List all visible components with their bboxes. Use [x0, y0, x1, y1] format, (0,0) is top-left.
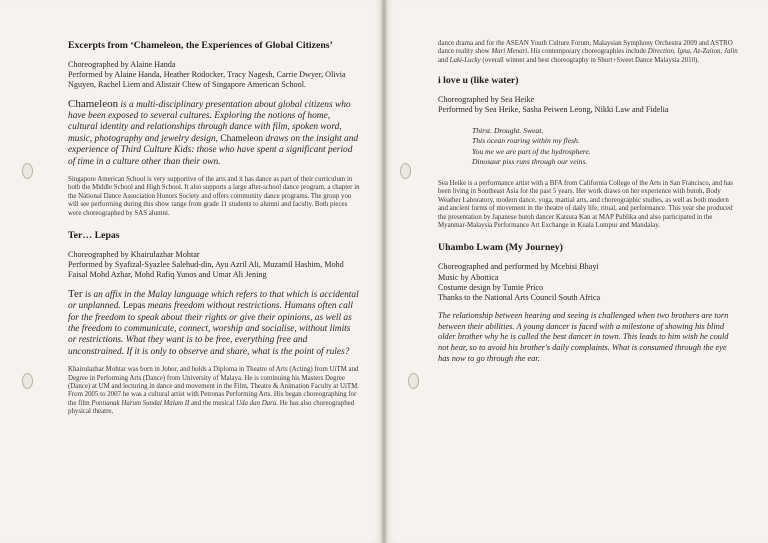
lead-text: is an affix in the Malay language which refers to that which is accidental or unplanned. — [68, 289, 359, 312]
lead-text: draws on the insight and experience of Third Culture Kids: those who have spent a significant period of time in a culture other than their own. — [68, 133, 359, 167]
musical-title: Uda dan Dara — [236, 399, 277, 407]
right-page-content — [438, 40, 738, 364]
bio-text: . His contemporary choreographies include — [527, 48, 648, 56]
works-list: Direction, Igna, Az-Zaiton, Jalin — [647, 48, 738, 56]
section-title-ter-lepas: Ter… Lepas — [68, 230, 120, 242]
credit-line: Choreographed by Sea Heike — [438, 95, 535, 105]
credits-chameleon — [68, 60, 360, 91]
section-title-chameleon: Excerpts from ‘Chameleon, the Experiences of Global Citizens’ — [68, 40, 333, 51]
bio-text: and the musical — [189, 399, 237, 407]
binder-hole-top — [22, 163, 33, 179]
credit-line: Music by Abottica — [438, 272, 499, 282]
credits-uhambo-lwam — [438, 262, 738, 303]
right-page — [386, 0, 768, 543]
bio-sea-heike: Sea Heike is a performance artist with a BFA from California College of the Arts in San Francisco, and has been living in Southeast Asia for the past 5 years. Her work draws on her experience with butoh, Body Weather Laboratory, modern dance, yoga, martial arts, and choreographic studies, as well as both modern and ancient forms of movement in the theatre of daily life, ritual, and performance. This year she produced the presentation by Japanese butoh dancer Katsura Kan at MAP Publika and also participated in the Myanmar-Malaysia Performance Art Exchange in Kuala Lumpur and Mandalay. — [438, 180, 733, 230]
credit-line: Performed by Syafizal-Syazlee Salehud-din, Ayu Azril Ali, Muzamil Hashim, Mohd Faisal Mohd Azhar, Mohd Rafiq Yunos and Umar Ali Jening — [68, 260, 344, 280]
description-ter-lepas — [68, 289, 360, 358]
show-title: Mari Menari — [491, 48, 528, 56]
bio-khairulazhar-continued — [438, 40, 738, 65]
section-title-i-love-u: i love u (like water) — [438, 75, 519, 87]
poem-line: You me we are part of the hydrosphere. — [472, 146, 591, 156]
lead-keyword: Lepas — [122, 301, 146, 312]
left-page — [0, 0, 382, 543]
credit-line: Choreographed and performed by Mcebisi Bhayi — [438, 262, 599, 272]
description-chameleon — [68, 99, 360, 168]
left-page-content — [68, 40, 360, 417]
bio-text: (overall winner and best choreography in Short+Sweet Dance Malaysia 2010). — [480, 56, 700, 64]
poem-line: Thirst. Drought. Sweat. — [472, 125, 544, 135]
lead-keyword: Ter — [68, 287, 83, 300]
binder-hole-bottom — [408, 373, 419, 389]
bio-text: . He has also choreographed physical theatre, — [68, 399, 355, 416]
binder-hole-bottom — [22, 373, 33, 389]
bio-text: dance drama and for the ASEAN Youth Culture Forum, Malaysian Symphony Orchestra 2009 and ASTRO dance reality show — [438, 40, 733, 56]
credit-line: Performed by Alaine Handa, Heather Rodocker, Tracy Nagesh, Carrie Dwyer, Olivia Nguyen, Rachel Liem and Alistair Chew of Singapore American School. — [68, 70, 346, 90]
lead-keyword: Chameleon — [68, 97, 119, 110]
poem-line: Dinosaur piss runs through our veins. — [472, 157, 588, 167]
film-title: Pontianak Harum Sundal Malam II — [91, 399, 190, 407]
work-title: Laki-Lucky — [449, 56, 481, 64]
credit-line: Costume design by Tumie Prico — [438, 282, 544, 292]
credit-line: Performed by Sea Heike, Sasha Peiwen Leong, Nikki Law and Fidelia — [438, 105, 669, 115]
lead-text: means freedom without restrictions. Humans often call for the freedom to speak about their rights or give their opinions, as well as the freedom to communicate, connect, worship and socialise, without limits or restrictions. What they want is to be free, everything free and unconstrained. If it is only to observe and share, what is the point of rules? — [68, 301, 353, 357]
lead-text: is a multi-disciplinary presentation about global citizens who have been exposed to several cultures. Exploring the notions of home, cultural identity and relationships through dance with film, spoken word, music, photography and jewelry design, — [68, 99, 351, 144]
poem — [472, 126, 738, 168]
bio-text: Khairulazhar Mohtar was born in Johor, and holds a Diploma in Theatre of Arts (Acting) from UiTM and Degree in Performing Arts (Dance) from University of Malaya. He is continuing his Masters Degree (Dance) at UM and lecturing in dance and movement in the Film, Theatre & Animation Faculty at UiTM. From 2005 to 2007 he was a cultural artist with Petronas Performing Arts. His began choreographing for the film — [68, 366, 359, 407]
credits-i-love-u — [438, 95, 738, 115]
bio-sas: Singapore American School is very supportive of the arts and it has dance as part of their curriculum in both the Middle School and High School. It also supports a large after-school dance program, a chapter in the National Dance Association Honors Society and offers community dance programs. The group you will see performing during this show range from grade 11 students to alumni and faculty. Both pieces were choreographed by SAS alumni. — [68, 176, 360, 217]
bio-khairulazhar — [68, 366, 360, 416]
credits-ter-lepas — [68, 250, 360, 281]
section-title-uhambo-lwam: Uhambo Lwam (My Journey) — [438, 242, 563, 254]
credit-line: Thanks to the National Arts Council South Africa — [438, 293, 601, 303]
binder-hole-top — [400, 163, 411, 179]
lead-keyword: Chameleon — [220, 133, 264, 144]
credit-line: Choreographed by Alaine Handa — [68, 60, 176, 69]
credit-line: Choreographed by Khairulazhar Mohtar — [68, 250, 200, 260]
bio-text: and — [438, 56, 450, 64]
poem-line: This ocean roaring within my flesh. — [472, 136, 580, 146]
description-uhambo-lwam: The relationship between hearing and seeing is challenged when two brothers are torn between their abilities. A young dancer is faced with a milestone of showing his blind older brother why he is called the best dancer in town. This leads to him wish he could not hear, so to avoid his brother's daily complaints. What is consumed through the eye has now to go through the ear. — [438, 311, 729, 363]
